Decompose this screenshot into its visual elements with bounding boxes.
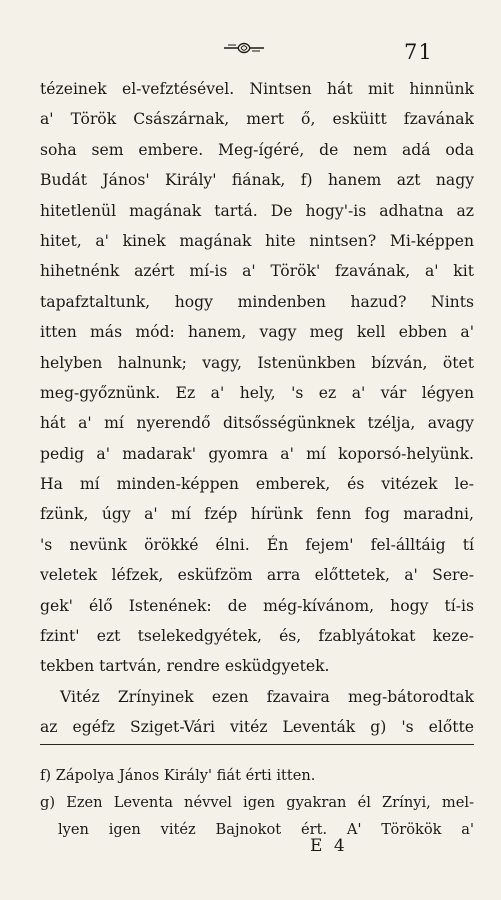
footnote-separator [40,744,474,745]
text-line: helyben halnunk; vagy, Istenünkben bízván, ötet [40,353,474,372]
text-line-paragraph-end: tekben tartván, rendre esküdgyetek. [40,657,330,676]
footnotes [40,762,474,843]
page-number: 71 [404,40,433,64]
text-line: veletek léfzek, esküfzöm arra előttetek, a' Sere- [40,566,474,585]
footnote-g: g) Ezen Leventa névvel igen gyakran él Zrínyi, mel- [40,794,474,811]
text-line: itten más mód: hanem, vagy meg kell ebben a' [40,323,474,342]
text-line: fzint' ezt tselekedgyétek, és, fzablyátokat keze- [40,627,474,646]
text-line: soha sem embere. Meg-ígéré, de nem adá oda [40,140,474,159]
text-line: hitet, a' kinek magának hite nintsen? Mi-képpen [40,231,474,250]
ornament-icon [222,40,266,56]
text-line: pedig a' madarak' gyomra a' mí koporsó-helyünk. [40,444,474,463]
text-line: Ha mí minden-képpen emberek, és vitézek le- [40,475,474,494]
text-line: Budát János' Király' fiának, f) hanem azt nagy [40,171,474,190]
signature-mark: E 4 [310,836,348,856]
text-line: gek' élő Istenének: de még-kívánom, hogy tí-is [40,596,474,615]
footnote-f: f) Zápolya János Király' fiát érti itten. [40,767,316,784]
text-line: meg-győznünk. Ez a' hely, 's ez a' vár légyen [40,383,474,402]
text-line: hihetnénk azért mí-is a' Török' fzavának, a' kit [40,262,474,281]
text-line: 's nevünk örökké élni. Én fejem' fel-álltáig tí [40,535,474,554]
text-line: tézeinek el-vefztésével. Nintsen hát mit hinnünk [40,80,474,98]
text-line-paragraph-start: Vitéz Zrínyinek ezen fzavaira meg-bátorodtak [60,687,474,706]
text-line: az egéfz Sziget-Vári vitéz Leventák g) 's előtte [40,718,474,737]
main-text [40,74,474,743]
text-line: hát a' mí nyerendő ditsősségünknek tzélja, avagy [40,414,474,433]
footnote-g-continuation: lyen igen vitéz Bajnokot ért. A' Törökök a' [58,821,474,838]
text-line: hitetlenül magának tartá. De hogy'-is adhatna az [40,201,474,220]
text-line: a' Török Császárnak, mert ő, esküitt fzavának [40,110,474,129]
text-line: fzünk, úgy a' mí fzép hírünk fenn fog maradni, [40,505,474,524]
text-line: tapafztaltunk, hogy mindenben hazud? Nints [40,292,474,311]
